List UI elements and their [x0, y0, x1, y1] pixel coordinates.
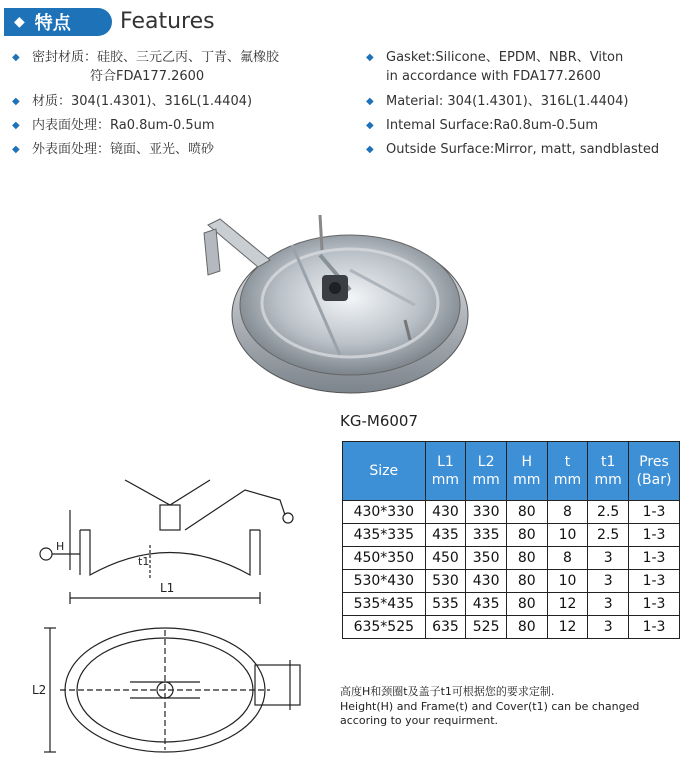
table-row: 530*430 530 430 80 10 3 1-3 — [343, 570, 680, 593]
feature-en-outside: ◆ Outside Surface:Mirror, matt, sandblasted — [366, 142, 660, 157]
col-l2: L2 mm — [466, 442, 507, 501]
feature-cn-material: ◆ 材质：304(1.4301)、316L(1.4404) — [12, 94, 253, 109]
col-size: Size — [343, 442, 426, 501]
col-t: t mm — [547, 442, 588, 501]
feature-en-internal: ◆ Intemal Surface:Ra0.8um-0.5um — [366, 118, 599, 133]
table-row: 450*350 450 350 80 8 3 1-3 — [343, 547, 680, 570]
feature-en-material: ◆ Material: 304(1.4301)、316L(1.4404) — [366, 94, 629, 109]
diamond-icon: ◆ — [14, 14, 25, 30]
bullet-icon: ◆ — [12, 120, 20, 131]
col-l1: L1 mm — [425, 442, 466, 501]
table-header-row — [343, 442, 680, 501]
technical-drawing — [10, 470, 330, 760]
table-row: 635*525 635 525 80 12 3 1-3 — [343, 616, 680, 639]
spec-table — [342, 441, 680, 639]
manhole-photo — [200, 205, 470, 405]
note-en-line2: accoring to your requirment. — [340, 714, 499, 727]
col-h: H mm — [506, 442, 547, 501]
note-cn: 高度H和颈圈t及盖子t1可根据您的要求定制. — [340, 685, 555, 698]
label-l2: L2 — [32, 683, 47, 697]
bullet-icon: ◆ — [366, 120, 374, 131]
table-row: 435*335 435 335 80 10 2.5 1-3 — [343, 524, 680, 547]
bullet-icon: ◆ — [12, 96, 20, 107]
feature-cn-internal: ◆ 内表面处理：Ra0.8um-0.5um — [12, 118, 215, 133]
label-l1: L1 — [160, 581, 175, 595]
col-t1: t1 mm — [588, 442, 629, 501]
bullet-icon: ◆ — [366, 96, 374, 107]
features-header — [0, 8, 692, 38]
bullet-icon: ◆ — [366, 52, 374, 63]
note-en-line1: Height(H) and Frame(t) and Cover(t1) can be changed — [340, 700, 640, 713]
bullet-icon: ◆ — [12, 52, 20, 63]
badge-label: 特点 — [34, 13, 71, 34]
col-pres: Pres (Bar) — [629, 442, 680, 501]
model-number: KG-M6007 — [340, 412, 418, 430]
label-h: H — [56, 540, 65, 553]
bullet-icon: ◆ — [12, 144, 20, 155]
label-t1: t1 — [138, 555, 150, 568]
feature-cn-gasket: ◆ 密封材质：硅胶、三元乙丙、丁青、氟橡胶 符合FDA177.2600 — [12, 50, 280, 84]
feature-en-gasket: ◆ Gasket:Silicone、EPDM、NBR、Viton in accordance with FDA177.2600 — [366, 50, 624, 84]
table-row: 430*330 430 330 80 8 2.5 1-3 — [343, 501, 680, 524]
bullet-icon: ◆ — [366, 144, 374, 155]
table-row: 535*435 535 435 80 12 3 1-3 — [343, 593, 680, 616]
features-title: Features — [120, 9, 215, 34]
feature-cn-outside: ◆ 外表面处理：镜面、亚光、喷砂 — [12, 142, 215, 157]
features-badge — [4, 8, 112, 36]
